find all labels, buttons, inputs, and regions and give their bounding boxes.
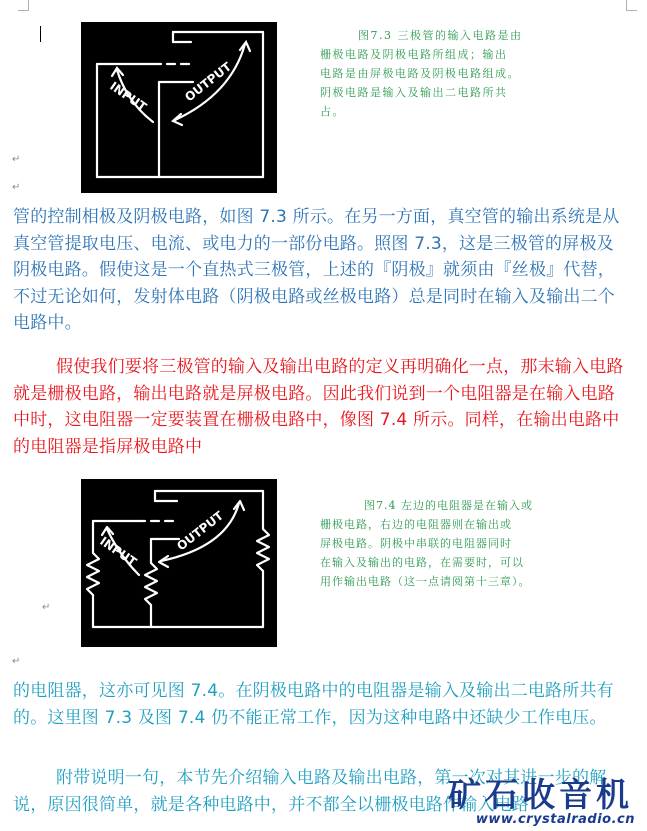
figure-7-3-diagram bbox=[81, 22, 277, 193]
site-watermark bbox=[399, 769, 639, 827]
crop-mark-top-left bbox=[18, 0, 29, 11]
cathode-resistor bbox=[145, 563, 157, 605]
caption-line: 图7.3 三极管的输入电路是由 bbox=[358, 29, 523, 42]
figure-7-4-diagram bbox=[81, 479, 277, 647]
caption-line: 图7.4 左边的电阻器是在输入或 bbox=[364, 499, 533, 512]
watermark-title: 矿石收音机 bbox=[448, 775, 633, 814]
paragraph-3: 的电阻器，这亦可见图 7.4。在阴极电路中的电阻器是输入及输出二电路所共有的。这里图 7.3 及图 7.4 仍不能正常工作，因为这种电路中还缺少工作电压。 bbox=[13, 681, 614, 728]
paragraph-4: 附带说明一句，本节先介绍输入电路及输出电路，第一次对其进一步的解说，原因很简单，就是各种电路中，并不都全以栅极电路作输入电路 bbox=[13, 768, 607, 815]
crop-mark-top-right bbox=[626, 0, 637, 11]
watermark-url: www.crystalradio.cn bbox=[475, 812, 635, 827]
caption-line: 电路是由屏极电路及阴极电路组成。 bbox=[320, 67, 520, 80]
plate-resistor bbox=[257, 529, 269, 571]
figure-7-4-output-label: OUTPUT bbox=[174, 508, 227, 554]
figure-7-3-caption bbox=[320, 26, 580, 121]
paragraph-1: 管的控制相极及阴极电路，如图 7.3 所示。在另一方面，真空管的输出系统是从真空管提取电压、电流、或电力的一部份电路。照图 7.3，这是三极管的屏极及阴极电路。假使这是一个直热式三极管，上述的『阴极』就须由『丝极』代替，不过无论如何，发射体电路（阴极电路或丝极电路）总是同时在输入及输出二个电路中。 bbox=[13, 207, 620, 333]
figure-7-4-caption bbox=[320, 496, 600, 591]
figure-7-3-image bbox=[81, 22, 277, 193]
caption-line: 屏极电路。阴极中串联的电阻器同时 bbox=[320, 537, 512, 550]
paragraph-mark: ↵ bbox=[42, 602, 51, 613]
caption-line: 栅极电路及阴极电路所组成；输出 bbox=[320, 48, 508, 61]
caption-line: 用作输出电路（这一点请阅第十三章）。 bbox=[320, 575, 531, 588]
caption-line: 占。 bbox=[320, 105, 345, 118]
text-cursor bbox=[40, 26, 41, 42]
caption-line: 在输入及输出的电路，在需要时，可以 bbox=[320, 556, 524, 569]
figure-7-4-image bbox=[81, 479, 277, 647]
paragraph-mark: ↵ bbox=[12, 182, 21, 193]
paragraph-2: 假使我们要将三极管的输入及输出电路的定义再明确化一点，那末输入电路就是栅极电路，输出电路就是屏极电路。因此我们说到一个电阻器是在输入电路中时，这电阻器一定要装置在栅极电路中，像图 7.4 所示。同样，在输出电路中的电阻器是指屏极电路中 bbox=[13, 357, 624, 457]
caption-line: 栅极电路，右边的电阻器则在输出或 bbox=[320, 518, 512, 531]
caption-line: 阴极电路是输入及输出二电路所共 bbox=[320, 86, 508, 99]
paragraph-mark: ↵ bbox=[12, 154, 21, 165]
paragraph-mark: ↵ bbox=[12, 656, 21, 667]
figure-7-3-input-label: INPUT bbox=[107, 78, 150, 115]
figure-7-3-output-label: OUTPUT bbox=[182, 59, 235, 105]
grid-resistor bbox=[87, 553, 99, 595]
figure-7-4-input-label: INPUT bbox=[97, 533, 140, 570]
